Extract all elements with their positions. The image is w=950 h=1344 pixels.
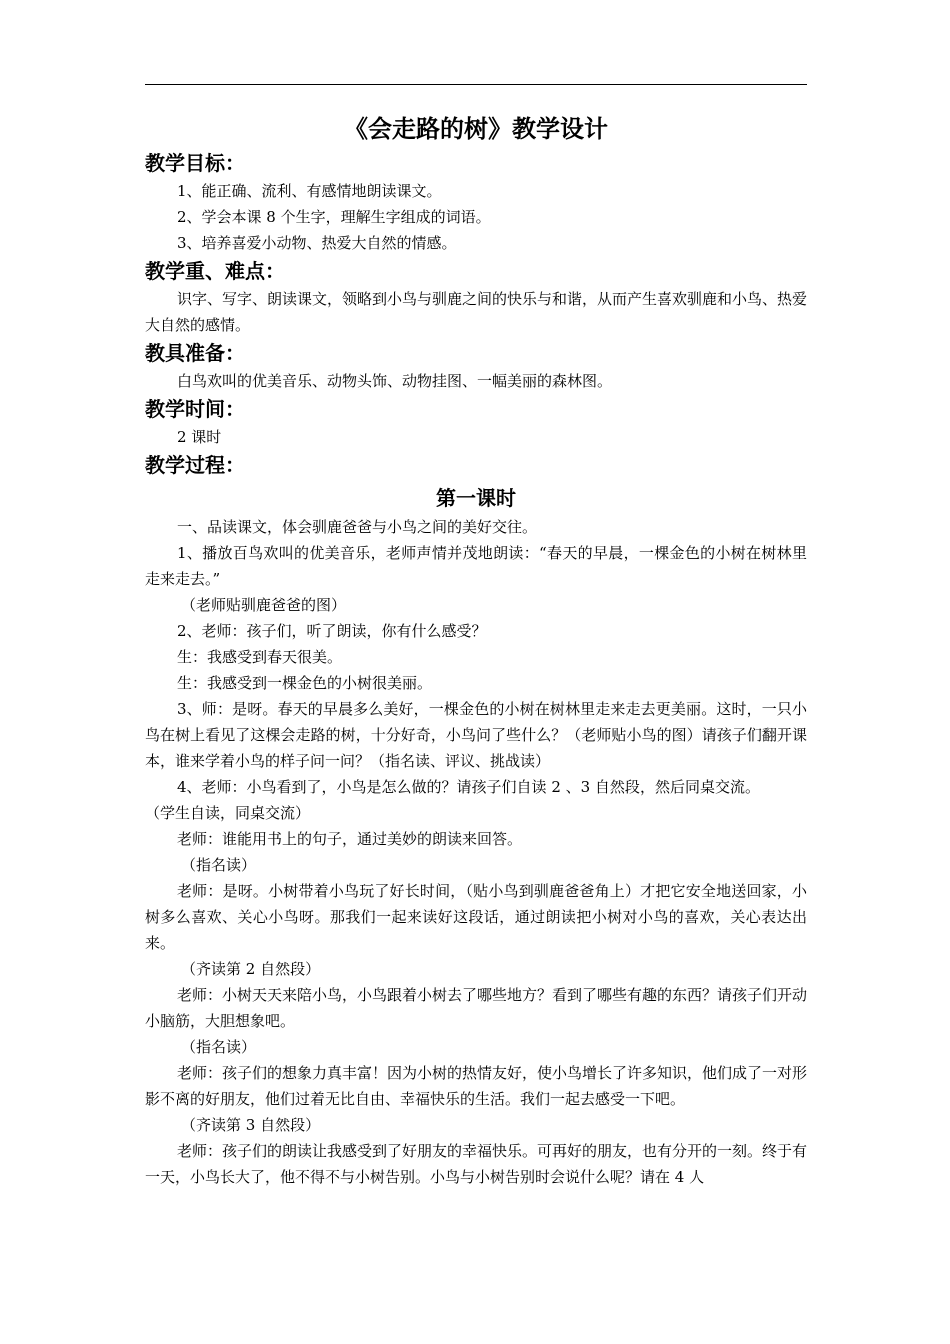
lesson-paragraph: 一、品读课文，体会驯鹿爸爸与小鸟之间的美好交往。 — [177, 518, 538, 536]
tools-text: 白鸟欢叫的优美音乐、动物头饰、动物挂图、一幅美丽的森林图。 — [177, 372, 613, 390]
lesson-paragraph: （齐读第 3 自然段） — [181, 1116, 321, 1134]
key-points-heading: 教学重、难点： — [145, 259, 285, 283]
lesson-paragraph: （齐读第 2 自然段） — [181, 960, 321, 978]
lesson-paragraph: （老师贴驯鹿爸爸的图） — [181, 596, 347, 614]
key-points-text: 识字、写字、朗读课文，领略到小鸟与驯鹿之间的快乐与和谐，从而产生喜欢驯鹿和小鸟、热爱大自然的感情。 — [145, 290, 808, 334]
lesson-paragraph: 生：我感受到一棵金色的小树很美丽。 — [177, 674, 433, 692]
lesson-paragraph: 老师：孩子们的想象力真丰富！因为小树的热情友好，使小鸟增长了许多知识，他们成了一对形影不离的好朋友，他们过着无比自由、幸福快乐的生活。我们一起去感受一下吧。 — [145, 1064, 808, 1108]
lesson-paragraph: 4、老师：小鸟看到了，小鸟是怎么做的？请孩子们自读 2 、3 自然段，然后同桌交流。 — [177, 778, 760, 796]
lesson-paragraph: （指名读） — [181, 1038, 257, 1056]
process-heading: 教学过程： — [145, 453, 245, 477]
lesson-heading: 第一课时 — [436, 486, 516, 510]
lesson-paragraph: 2、老师：孩子们，听了朗读，你有什么感受？ — [177, 622, 487, 640]
document-title: 《会走路的树》教学设计 — [344, 115, 608, 143]
lesson-paragraph: 生：我感受到春天很美。 — [177, 648, 343, 666]
time-text: 2 课时 — [177, 428, 222, 446]
lesson-paragraph: （指名读） — [181, 856, 257, 874]
lesson-paragraph: 1、播放百鸟欢叫的优美音乐，老师声情并茂地朗读：“春天的早晨，一棵金色的小树在树林里走来走去。” — [145, 544, 807, 588]
lesson-paragraph: 老师：是呀。小树带着小鸟玩了好长时间，（贴小鸟到驯鹿爸爸角上）才把它安全地送回家，小树多么喜欢、关心小鸟呀。那我们一起来读好这段话，通过朗读把小树对小鸟的喜欢，关心表达出来。 — [145, 882, 807, 952]
lesson-paragraph: 老师：小树天天来陪小鸟，小鸟跟着小树去了哪些地方？看到了哪些有趣的东西？请孩子们开动小脑筋，大胆想象吧。 — [145, 986, 808, 1030]
goal-item: 1、能正确、流利、有感情地朗读课文。 — [177, 182, 442, 200]
goal-item: 2、学会本课 8 个生字，理解生字组成的词语。 — [177, 208, 491, 226]
lesson-paragraph: 老师：谁能用书上的句子，通过美妙的朗读来回答。 — [177, 830, 523, 848]
goal-item: 3、培养喜爱小动物、热爱大自然的情感。 — [177, 234, 457, 252]
lesson-paragraph: （学生自读，同桌交流） — [145, 804, 311, 822]
header-rule — [145, 84, 807, 85]
goals-heading: 教学目标： — [145, 151, 245, 175]
lesson-paragraph: 老师：孩子们的朗读让我感受到了好朋友的幸福快乐。可再好的朋友，也有分开的一刻。终于有一天，小鸟长大了，他不得不与小树告别。小鸟与小树告别时会说什么呢？请在 4 人 — [145, 1142, 808, 1186]
document-body — [145, 112, 807, 1190]
tools-heading: 教具准备： — [145, 341, 245, 365]
time-heading: 教学时间： — [145, 397, 245, 421]
lesson-paragraph: 3、师：是呀。春天的早晨多么美好，一棵金色的小树在树林里走来走去更美丽。这时，一只小鸟在树上看见了这棵会走路的树，十分好奇，小鸟问了些什么？（老师贴小鸟的图）请孩子们翻开课本，谁来学着小鸟的样子问一问？（指名读、评议、挑战读） — [145, 700, 807, 770]
